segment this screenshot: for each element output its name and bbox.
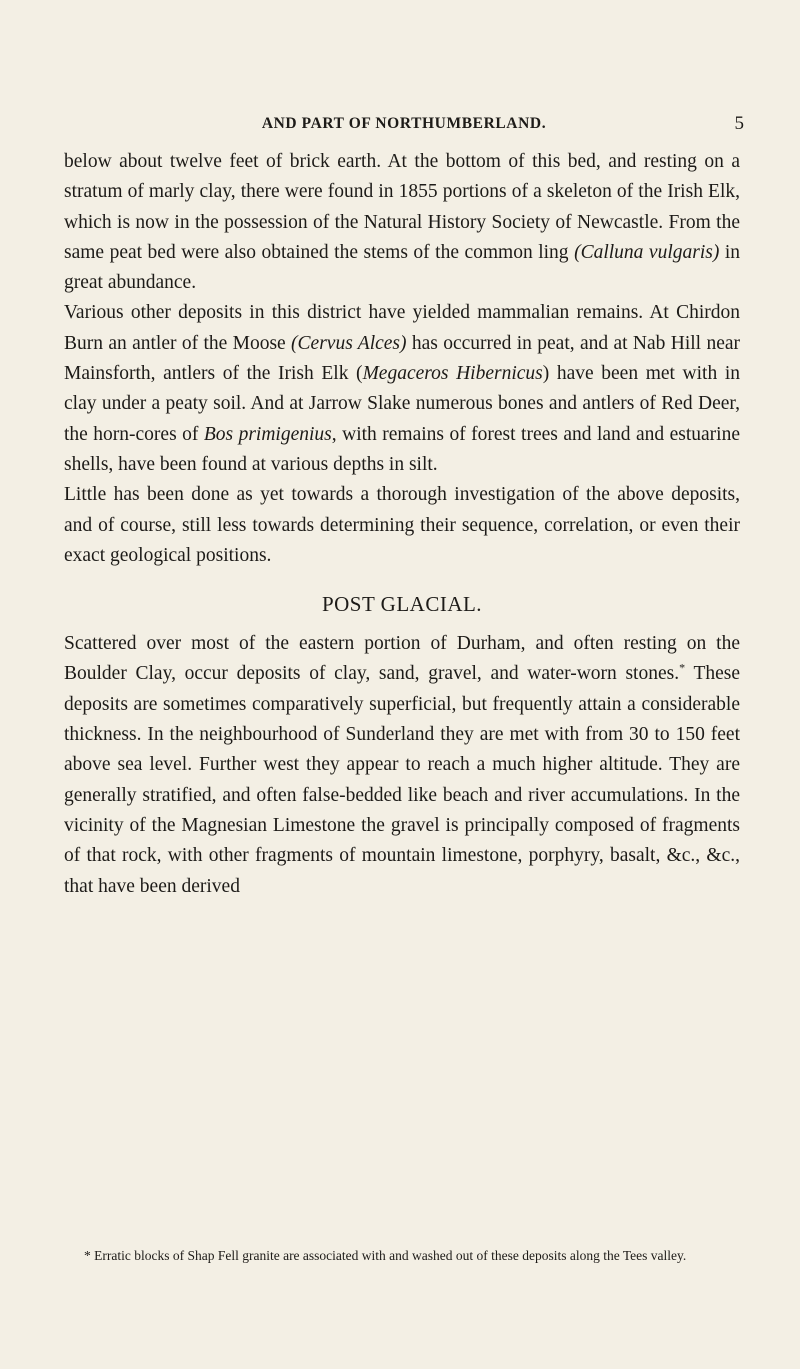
paragraph-4-text-a: Scattered over most of the eastern portion of Durham, and often resting on the Boulder Clay, occur deposits of clay, sand, gravel, and water-worn stones. — [64, 633, 740, 685]
paragraph-4 — [64, 629, 740, 902]
page-number: 5 — [734, 113, 744, 134]
paragraph-2-italic-3: Bos primigenius — [203, 423, 332, 445]
section-heading: POST GLACIAL. — [321, 592, 483, 617]
paragraph-3: Little has been done as yet towards a thorough investigation of the above deposits, and of course, still less towards determining their sequence, correlation, or even their exact geological positions. — [64, 484, 740, 566]
footnote-marker: * — [84, 1248, 91, 1263]
paragraph-2-italic-2: Megaceros Hibernicus — [362, 363, 543, 385]
paragraph-2-italic-1: (Cervus Alces) — [291, 332, 407, 354]
paragraph-1-text-a: below about twelve feet of brick earth. At the bottom of this bed, and resting on a stratum of marly clay, there were found in 1855 portions of a skeleton of the Irish Elk, which is now in the possession of the Natural History Society of Newcastle. From the same peat bed were also obtained the stems of the common ling — [64, 151, 740, 263]
paragraph-1 — [64, 147, 740, 298]
paragraph-2-text-d: , with remains of forest trees and land and estuarine shells, have been found at various depths in silt. — [64, 423, 740, 475]
footnote — [64, 1246, 740, 1266]
running-head: AND PART OF NORTHUMBERLAND. — [261, 115, 547, 132]
footnote-reference: * — [679, 660, 686, 675]
paragraph-2 — [64, 298, 740, 480]
page-header — [64, 112, 744, 136]
paragraph-2-text-b: has occurred in peat, and at Nab Hill near Mainsforth, antlers of the Irish Elk ( — [64, 332, 740, 385]
paragraph-1-italic: (Calluna vulgaris) — [574, 241, 720, 263]
body-text — [64, 147, 740, 902]
paragraph-2-text-a: Various other deposits in this district have yielded mammalian remains. At Chirdon Burn an antler of the Moose — [64, 302, 740, 354]
paragraph-1-text-b: in great abundance. — [64, 241, 741, 294]
paragraph-4-text-b: These deposits are sometimes comparatively superficial, but frequently attain a considerable thickness. In the neighbourhood of Sunderland they are met with from 30 to 150 feet above sea level. Further west they appear to reach a much higher altitude. They are generally stratified, and often false-bedded like beach and river accumulations. In the vicinity of the Magnesian Limestone the gravel is principally composed of fragments of that rock, with other fragments of mountain limestone, porphyry, basalt, &c., &c., that have been derived — [64, 663, 740, 897]
footnote-text: Erratic blocks of Shap Fell granite are associated with and washed out of these deposits along the Tees valley. — [90, 1248, 687, 1263]
paragraph-2-text-c: ) have been met with in clay under a peaty soil. And at Jarrow Slake numerous bones and antlers of Red Deer, the horn-cores of — [64, 363, 740, 445]
